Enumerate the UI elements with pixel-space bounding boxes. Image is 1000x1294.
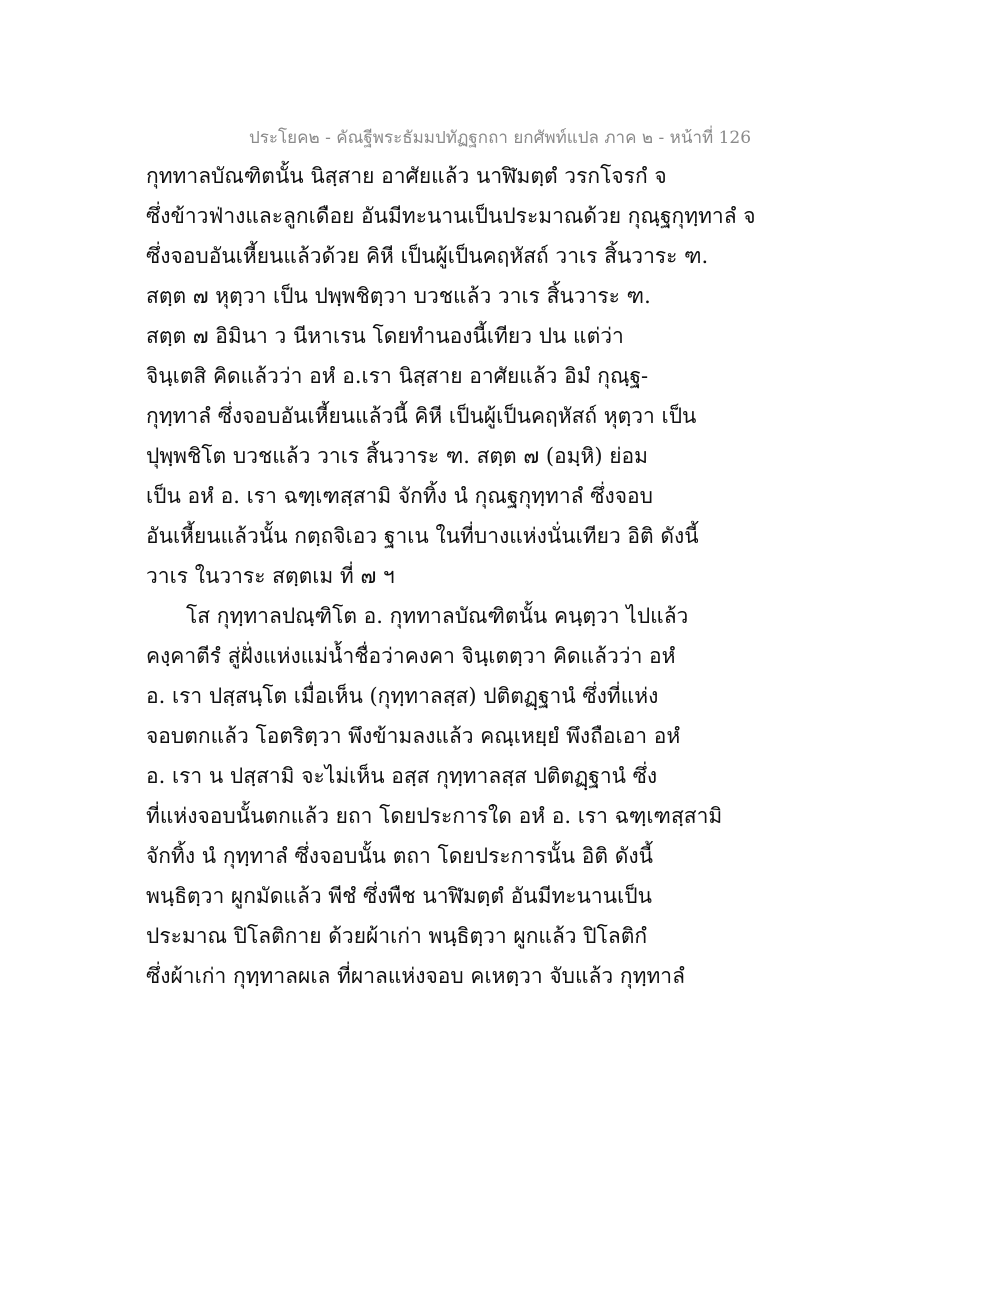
text-line: สตฺต ๗ อิมินา ว นีหาเรน โดยทำนองนี้เทียว ปน แต่ว่า — [146, 324, 624, 348]
text-line: คงฺคาตีรํ สู่ฝั่งแห่งแม่น้ำชื่อว่าคงคา จินฺเตตฺวา คิดแล้วว่า อหํ — [146, 644, 676, 668]
text-line: อ. เรา ปสฺสนฺโต เมื่อเห็น (กุทฺทาลสฺส) ปติตฏฺฐานํ ซึ่งที่แห่ง — [146, 684, 659, 708]
text-line: จอบตกแล้ว โอตริตฺวา พึงข้ามลงแล้ว คณฺเหยฺยํ พึงถือเอา อหํ — [146, 724, 681, 748]
text-line: อ. เรา น ปสฺสามิ จะไม่เห็น อสฺส กุทฺทาลสฺส ปติตฏฺฐานํ ซึ่ง — [146, 764, 658, 788]
text-line: กุทฺทาลํ ซึ่งจอบอันเหี้ยนแล้วนี้ คิหี เป็นผู้เป็นคฤหัสถ์ หุตฺวา เป็น — [146, 404, 697, 428]
text-line: ปุพฺพชิโต บวชแล้ว วาเร สิ้นวาระ ฑ. สตฺต ๗ (อมฺหิ) ย่อม — [146, 444, 648, 468]
text-line: ซึ่งผ้าเก่า กุทฺทาลผเล ที่ผาลแห่งจอบ คเหตฺวา จับแล้ว กุทฺทาลํ — [146, 964, 685, 988]
text-line: ซึ่งข้าวฟ่างและลูกเดือย อันมีทะนานเป็นประมาณด้วย กุณฺฐกุทฺทาลํ จ — [146, 204, 756, 228]
text-line: กุททาลบัณฑิตนั้น นิสฺสาย อาศัยแล้ว นาฬิมตฺตํ วรกโจรกํ จ — [146, 164, 667, 188]
running-header: ประโยค๒ - คัณฐีพระธัมมปทัฏฐกถา ยกศัพท์แปล ภาค ๒ - หน้าที่ 126 — [248, 128, 752, 148]
text-line: จินฺเตสิ คิดแล้วว่า อหํ อ.เรา นิสฺสาย อาศัยแล้ว อิมํ กุณฺฐ- — [146, 364, 649, 388]
text-line: สตฺต ๗ หุตฺวา เป็น ปพฺพชิตฺวา บวชแล้ว วาเร สิ้นวาระ ฑ. — [146, 284, 651, 308]
text-line: ซึ่งจอบอันเหี้ยนแล้วด้วย คิหี เป็นผู้เป็นคฤหัสถ์ วาเร สิ้นวาระ ฑ. — [146, 244, 709, 268]
text-line: อันเหี้ยนแล้วนั้น กตฺถจิเอว ฐาเน ในที่บางแห่งนั่นเทียว อิติ ดังนี้ — [146, 524, 699, 548]
text-line: พนฺธิตฺวา ผูกมัดแล้ว พีชํ ซึ่งพืช นาฬิมตฺตํ อันมีทะนานเป็น — [146, 884, 652, 908]
text-line: จักทิ้ง นํ กุทฺทาลํ ซึ่งจอบนั้น ตถา โดยประการนั้น อิติ ดังนี้ — [146, 844, 653, 868]
paragraph-first-line: โส กุทฺทาลปณฺฑิโต อ. กุททาลบัณฑิตนั้น คนฺตฺวา ไปแล้ว — [186, 604, 689, 628]
text-line: ที่แห่งจอบนั้นตกแล้ว ยถา โดยประการใด อหํ อ. เรา ฉฑฺเฑสฺสามิ — [146, 804, 723, 828]
text-line: วาเร ในวาระ สตฺตเม ที่ ๗ ฯ — [146, 564, 395, 588]
text-line: ประมาณ ปิโลติกาย ด้วยผ้าเก่า พนฺธิตฺวา ผูกแล้ว ปิโลติกํ — [146, 924, 648, 948]
body-text — [146, 160, 866, 1000]
text-line: เป็น อหํ อ. เรา ฉฑฺเฑสฺสามิ จักทิ้ง นํ กุณฐกุทฺทาลํ ซึ่งจอบ — [146, 484, 653, 508]
